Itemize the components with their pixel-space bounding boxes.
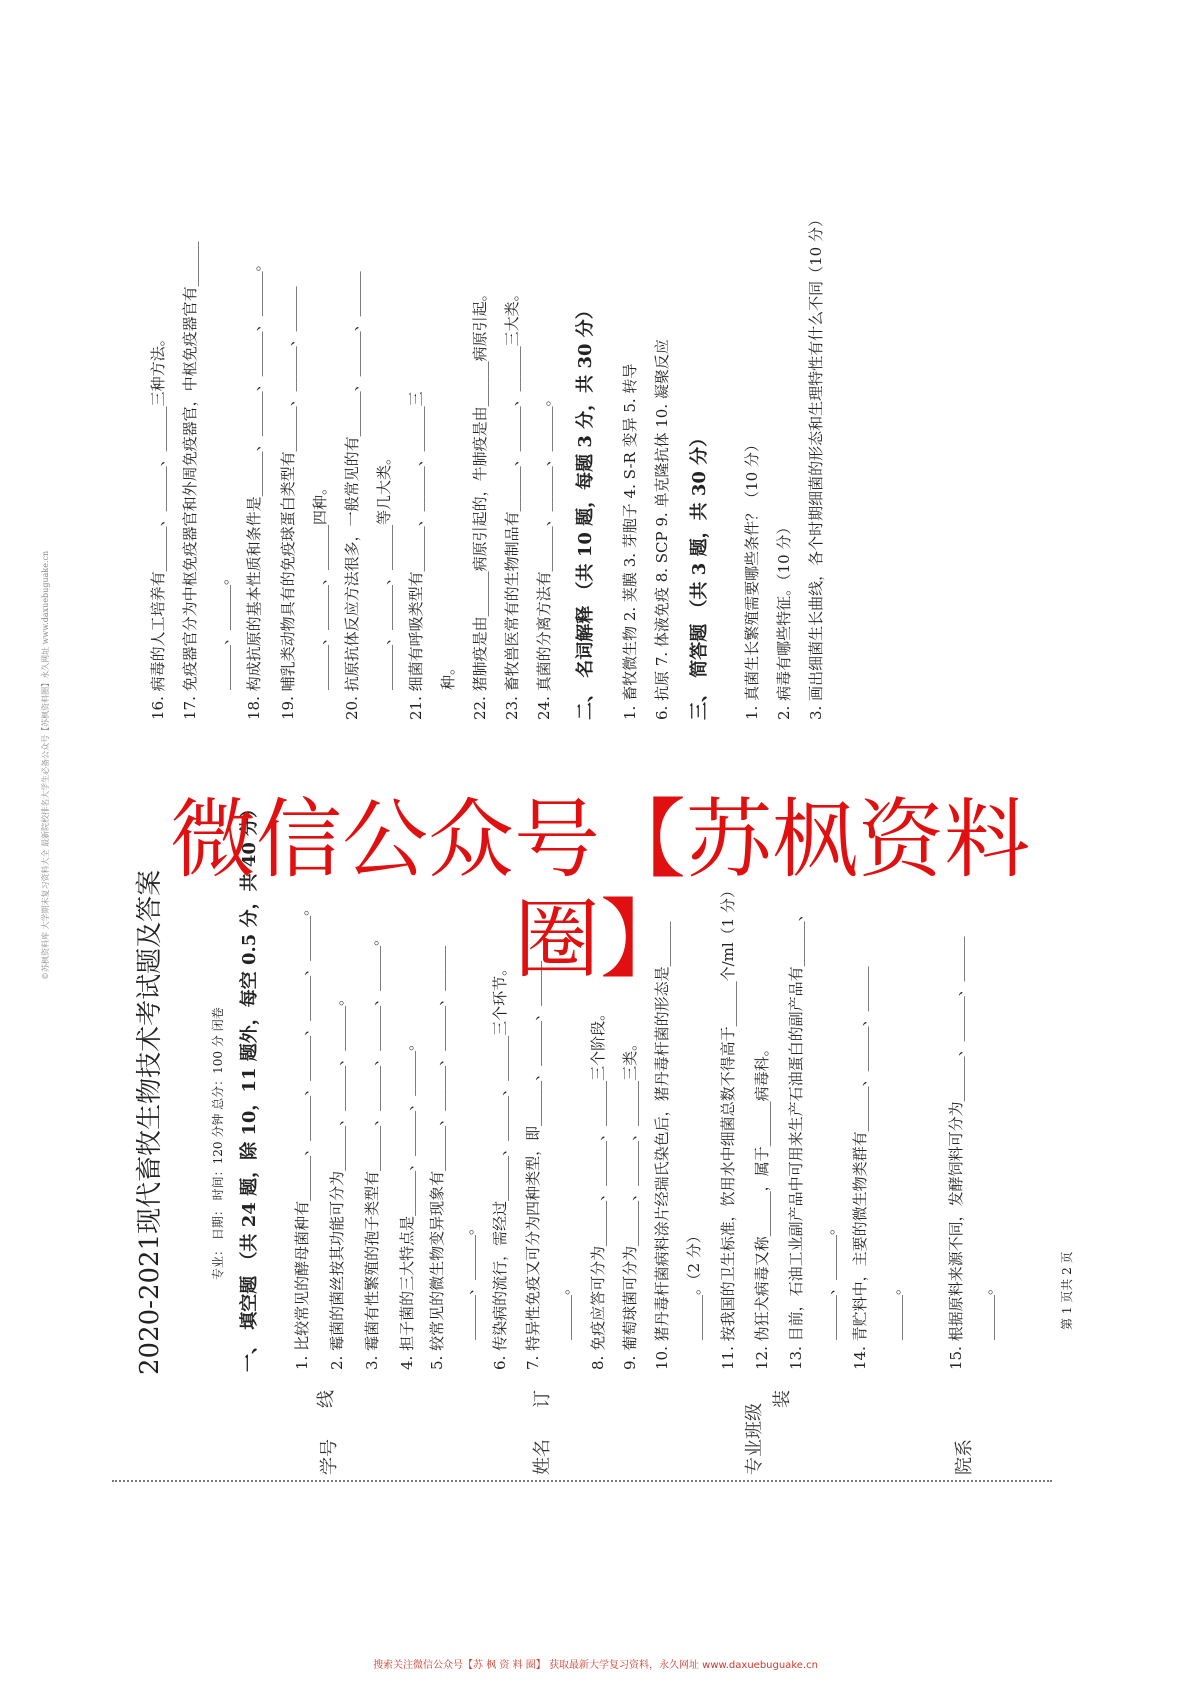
question-16: 16. 病毒的人工培养有______、______、______三种方法。: [149, 331, 167, 720]
question-11: 11. 按我国的卫生标准，饮用水中细菌总数不得高于______个/ml（1 分）: [719, 882, 737, 1370]
question-23: 23. 畜牧兽医常有的生物制品有______、______、______三大类。: [503, 286, 521, 720]
page-number: 第 1 页共 2 页: [1060, 1251, 1074, 1330]
question-10: 10. 猪丹毒杆菌病料涂片经瑞氏染色后，猪丹毒杆菌的形态是______: [653, 921, 671, 1370]
binding-dotted-line: [112, 1480, 1052, 1482]
question-13-cont: ______、______。: [819, 1219, 837, 1340]
question-8: 8. 免疫应答可分为______、______、______三个阶段。: [589, 1005, 607, 1370]
question-14-cont: ______。: [885, 1279, 903, 1340]
terms-row-1: 1. 畜牧微生物 2. 荚膜 3. 芽胞子 4. S-R 变异 5. 转导: [621, 363, 639, 720]
seal-mark-line: 线: [316, 1390, 337, 1408]
question-19: 19. 哺乳类动物具有的免疫球蛋白类型有______、______、______: [279, 286, 297, 720]
question-17-cont: ______、______。: [213, 569, 231, 690]
page-footer: 搜索关注微信公众号【苏 枫 资 料 圈】 获取最新大学复习资料，永久网址 www.daxuebuguake.cn: [373, 1660, 818, 1671]
exam-title: 2020-2021现代畜牧生物技术考试题及答案: [135, 869, 165, 1375]
question-1: 1. 比较常见的酵母菌种有______、______、______、______、______。: [293, 900, 311, 1370]
seal-mark-zhuang: 装: [772, 1390, 793, 1408]
label-name: 姓名: [532, 1439, 553, 1475]
watermark: 微信公众号【苏枫资料圈】: [170, 790, 1030, 990]
short-answer-1: 1. 真菌生长繁殖需要哪些条件？（10 分）: [743, 437, 761, 720]
question-4: 4. 担子菌的三大特点是______、______、______。: [398, 1035, 416, 1370]
question-2: 2. 霉菌的菌丝按其功能可分为______、______、______。: [328, 990, 346, 1370]
short-answer-2: 2. 病毒有哪些特征。（10 分）: [775, 519, 793, 720]
question-13: 13. 目前，石油工业副产品中可用来生产石油蛋白的副产品有______、: [787, 906, 805, 1370]
exam-info: 专业： 日期： 时间：120 分钟 总分：100 分 闭卷: [211, 1007, 225, 1280]
question-19-cont: ______、______、______四种。: [311, 479, 329, 690]
section-short-answer-heading: 三、 简答题 （共 3 题，共 30 分）: [689, 428, 710, 720]
question-20: 20. 抗原抗体反应方法很多，一般常见的有______、______、______: [343, 271, 361, 720]
question-15-cont: ______。: [977, 1279, 995, 1340]
question-14: 14. 青贮料中，主要的微生物类群有______、______、______: [851, 966, 869, 1370]
question-21: 21. 细菌有呼吸类型有______、______、______三: [407, 391, 425, 720]
question-7-cont: ______。: [554, 1279, 572, 1340]
question-22: 22. 猪肺疫是由______病原引起的，牛肺疫是由______病原引起。: [471, 286, 489, 720]
question-24: 24. 真菌的分离方法有______、______、______。: [535, 391, 553, 720]
terms-row-2: 6. 抗原 7. 体液免疫 8. SCP 9. 单克隆抗体 10. 凝聚反应: [653, 339, 671, 720]
question-9: 9. 葡萄球菌可分为______、______、______三类。: [621, 1035, 639, 1370]
question-6: 6. 传染病的流行，需经过______、______、______三个环节。: [491, 960, 509, 1370]
question-21-cont: 种。: [439, 659, 457, 690]
section-terms-heading: 二、 名词解释 （共 10 题，每题 3 分，共 30 分）: [575, 301, 596, 720]
section-fill-blank-heading: 一、 填空题 （共 24 题，除 10，11 题外，每空 0.5 分，共 40 分）: [239, 799, 260, 1372]
question-7: 7. 特异性免疫又可分为四种类型，即______、______、______: [524, 960, 542, 1370]
question-18: 18. 构成抗原的基本性质和条件是______、______、______、______。: [245, 256, 263, 720]
question-12: 12. 伪狂犬病毒又称______，属于______病毒科。: [753, 1041, 771, 1370]
question-5: 5. 较常见的微生物变异现象有______、______、______、______: [428, 945, 446, 1370]
question-3: 3. 霉菌有性繁殖的孢子类型有______、______、______、______。: [363, 930, 381, 1370]
label-student-id: 学号: [319, 1439, 340, 1475]
label-department: 院系: [954, 1439, 975, 1475]
question-15: 15. 根据原料来源不同，发酵饲料可分为______、______、______: [947, 936, 965, 1370]
question-17: 17. 免疫器官分为中枢免疫器官和外周免疫器官，中枢免疫器官有______: [181, 241, 199, 720]
question-20-cont: ______、______、______等几大类。: [375, 449, 393, 690]
question-10-cont: ______。（2 分）: [685, 1228, 703, 1340]
seal-mark-ding: 订: [532, 1390, 553, 1408]
question-5-cont: ______、______。: [458, 1219, 476, 1340]
label-class: 专业班级: [744, 1403, 765, 1475]
short-answer-3: 3. 画出细菌生长曲线，各个时期细菌的形态和生理特性有什么不同（10 分）: [807, 212, 825, 720]
side-note: ©苏枫资料库 大学期末复习资料大全 最新院校排名大学生必备公众号【苏枫资料圈】永久网址 www.daxuebuguake.cn: [41, 550, 50, 980]
